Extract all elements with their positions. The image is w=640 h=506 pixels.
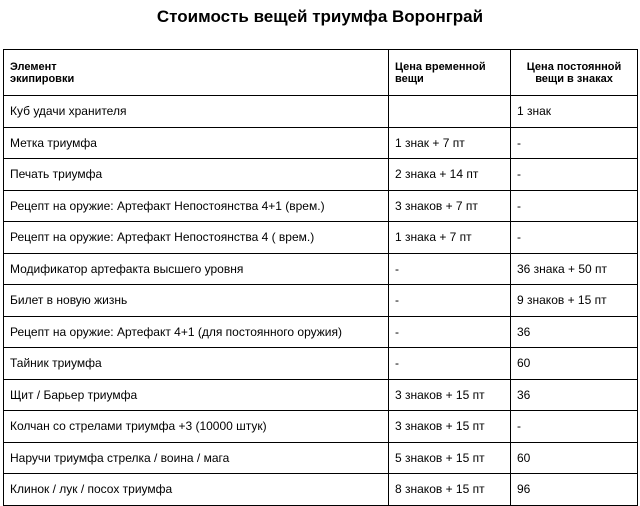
perm-price-cell: 36 bbox=[511, 379, 638, 411]
temp-price-cell: - bbox=[389, 253, 511, 285]
item-name-cell: Тайник триумфа bbox=[4, 348, 389, 380]
perm-price-cell: - bbox=[511, 222, 638, 254]
table-header-row bbox=[4, 50, 638, 96]
temp-price-cell bbox=[389, 96, 511, 128]
item-name-cell: Наручи триумфа стрелка / воина / мага bbox=[4, 442, 389, 474]
table-row bbox=[4, 474, 638, 506]
table-row bbox=[4, 348, 638, 380]
temp-price-cell: - bbox=[389, 316, 511, 348]
item-name-cell: Печать триумфа bbox=[4, 159, 389, 191]
item-name-cell: Рецепт на оружие: Артефакт Непостоянства 4 ( врем.) bbox=[4, 222, 389, 254]
perm-price-cell: 9 знаков + 15 пт bbox=[511, 285, 638, 317]
temp-price-cell: 8 знаков + 15 пт bbox=[389, 474, 511, 506]
perm-price-cell: 1 знак bbox=[511, 96, 638, 128]
temp-price-cell: 1 знака + 7 пт bbox=[389, 222, 511, 254]
temp-price-cell: 3 знаков + 15 пт bbox=[389, 379, 511, 411]
temp-price-cell: - bbox=[389, 348, 511, 380]
table-row bbox=[4, 316, 638, 348]
item-name-cell: Рецепт на оружие: Артефакт Непостоянства 4+1 (врем.) bbox=[4, 190, 389, 222]
table-row bbox=[4, 253, 638, 285]
table-row bbox=[4, 411, 638, 443]
table-row bbox=[4, 285, 638, 317]
item-name-cell: Колчан со стрелами триумфа +3 (10000 штук) bbox=[4, 411, 389, 443]
temp-price-cell: 5 знаков + 15 пт bbox=[389, 442, 511, 474]
perm-price-cell: - bbox=[511, 127, 638, 159]
table-row bbox=[4, 442, 638, 474]
item-name-cell: Рецепт на оружие: Артефакт 4+1 (для постоянного оружия) bbox=[4, 316, 389, 348]
table-row bbox=[4, 190, 638, 222]
perm-price-cell: - bbox=[511, 190, 638, 222]
item-name-cell: Метка триумфа bbox=[4, 127, 389, 159]
perm-price-cell: - bbox=[511, 159, 638, 191]
perm-price-cell: 36 знака + 50 пт bbox=[511, 253, 638, 285]
item-name-cell: Билет в новую жизнь bbox=[4, 285, 389, 317]
header-temp-price-line-1: Цена временной bbox=[395, 60, 486, 73]
item-name-cell: Щит / Барьер триумфа bbox=[4, 379, 389, 411]
table-row bbox=[4, 159, 638, 191]
temp-price-cell: 3 знаков + 15 пт bbox=[389, 411, 511, 443]
perm-price-cell: - bbox=[511, 411, 638, 443]
header-perm-price-line-2: вещи в знаках bbox=[535, 72, 613, 85]
header-item bbox=[4, 50, 389, 96]
item-name-cell: Клинок / лук / посох триумфа bbox=[4, 474, 389, 506]
header-perm-price bbox=[511, 50, 638, 96]
page-title: Стоимость вещей триумфа Воронграй bbox=[156, 7, 484, 26]
perm-price-cell: 96 bbox=[511, 474, 638, 506]
table-row bbox=[4, 379, 638, 411]
item-name-cell: Модификатор артефакта высшего уровня bbox=[4, 253, 389, 285]
temp-price-cell: 1 знак + 7 пт bbox=[389, 127, 511, 159]
header-temp-price bbox=[389, 50, 511, 96]
perm-price-cell: 36 bbox=[511, 316, 638, 348]
header-item-line-2: экипировки bbox=[10, 72, 75, 85]
perm-price-cell: 60 bbox=[511, 442, 638, 474]
table-row bbox=[4, 96, 638, 128]
header-perm-price-line-1: Цена постоянной bbox=[526, 60, 622, 73]
temp-price-cell: 3 знаков + 7 пт bbox=[389, 190, 511, 222]
header-temp-price-line-2: вещи bbox=[395, 72, 424, 85]
perm-price-cell: 60 bbox=[511, 348, 638, 380]
table-row bbox=[4, 127, 638, 159]
table-body bbox=[4, 96, 638, 506]
table-row bbox=[4, 222, 638, 254]
header-item-line-1: Элемент bbox=[10, 60, 57, 73]
cost-table bbox=[3, 49, 638, 506]
temp-price-cell: - bbox=[389, 285, 511, 317]
item-name-cell: Куб удачи хранителя bbox=[4, 96, 389, 128]
temp-price-cell: 2 знака + 14 пт bbox=[389, 159, 511, 191]
